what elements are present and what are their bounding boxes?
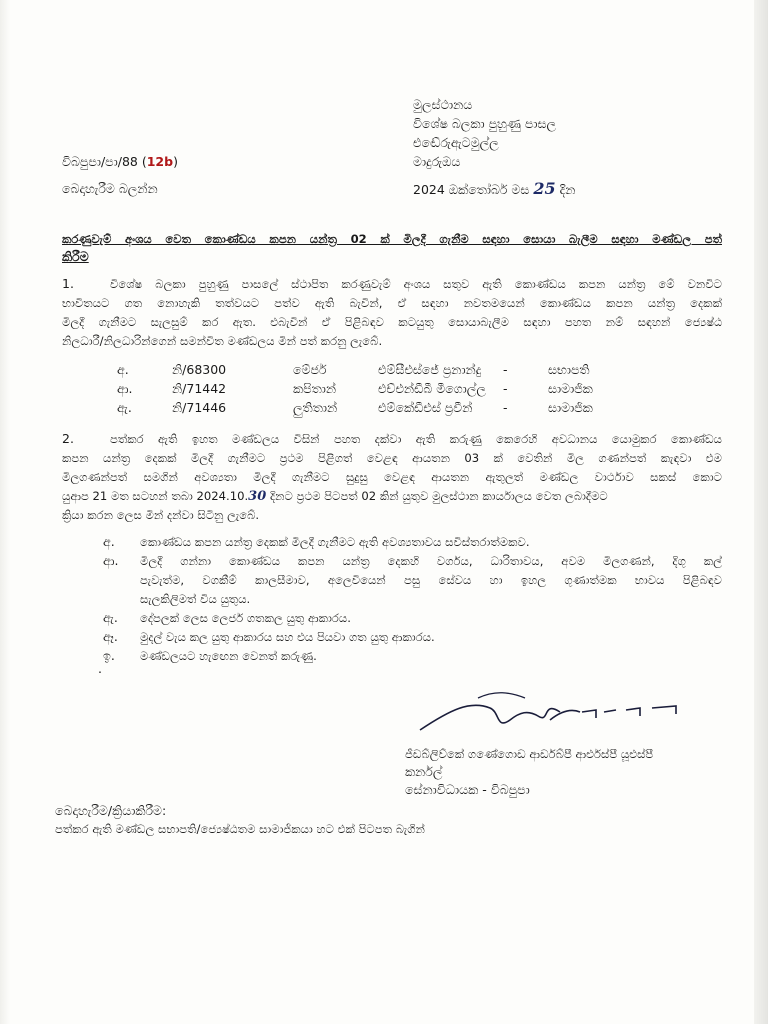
point-letter: අ. — [103, 534, 115, 549]
para2-line-4 — [62, 487, 608, 506]
address-line-1: මුලස්ථානය — [413, 97, 473, 112]
point-text: කොණ්ඩය කපන යන්ත්‍ර දෙකක් මිලදී ගැනීමට ඇති අවශ්‍යතාවය සවිස්තරාත්මකව. — [140, 535, 530, 549]
date-prefix: 2024 ඔක්තෝබර් මස — [413, 182, 530, 197]
member-letter: ඇ. — [117, 400, 132, 415]
letter-date — [413, 180, 575, 199]
signatory-name: ජීඩබ්ලිව්කේ ගණේගොඩ ආර්ඩබ්පී ආර්එස්පී යූඑස්පී — [405, 747, 654, 761]
para2-line-1: පත්කර ඇති ඉහත මණ්ඩලය විසින් පහත දක්වා ඇති කරුණු කෙරෙහි අවධානය යොමුකර කොණ්ඩය — [110, 432, 722, 446]
distribution-heading: බෙදාහැරීම/ක්‍රියාකිරීම: — [55, 803, 167, 818]
member-name: එච්එන්ඩීබී මීගොල්ල — [378, 381, 486, 396]
member-role: සාමාජික — [548, 400, 593, 415]
page-right-edge — [754, 0, 768, 1024]
stray-mark: . — [98, 661, 102, 676]
member-role: සාමාජික — [548, 381, 593, 396]
point-letter: ඉ. — [103, 648, 115, 663]
para2-line-5: ක්‍රියා කරන ලෙස මින් දන්වා සිටිනු ලැබේ. — [62, 508, 260, 522]
member-role: සභාපති — [548, 362, 590, 377]
member-letter: අ. — [117, 362, 129, 377]
date-suffix: දින — [559, 182, 576, 197]
handwritten-signature — [400, 690, 700, 750]
member-name: එම්සීඑස්ජේ ප්‍රනාන්දු — [378, 362, 482, 377]
distribution-line: පත්කර ඇති මණ්ඩල සභාපති/ජ්‍යෙෂ්ඨතම සාමාජිකයා හට එක් පිටපත බැගින් — [55, 822, 425, 836]
date-day-handwritten: 25 — [533, 179, 556, 198]
member-rank: මේජර් — [293, 362, 327, 377]
member-rank: කපිතාන් — [293, 381, 337, 396]
point-text: මුදල් වැය කල යුතු ආකාරය සහ එය පියවා ගත යුතු ආකාරය. — [140, 630, 435, 644]
signatory-rank: කර්නල් — [405, 764, 443, 779]
salutation: බෙදාහැරීම බලන්න — [62, 181, 158, 196]
point-text: පැවැත්ම, වගකීම් කාලසීමාව, අලෙවියෙන් පසු සේවය හා ඉහල ගුණාත්මක භාවය පිළිබඳව — [140, 573, 722, 587]
member-number: නි/68300 — [172, 362, 227, 377]
para2-line-4-prefix: යුආප 21 මත සටහන් තබා 2024.10. — [62, 489, 249, 503]
address-line-4: මාදුරුඔය — [413, 154, 461, 169]
reference-handwritten: 12b — [146, 154, 174, 169]
member-dash: - — [503, 400, 508, 415]
subject-line-1: කරණුවැම් අංශය වෙත කොණ්ඩය කපන යන්ත්‍ර 02 ක් මිලදී ගැනීම සඳහා සොයා බැලීම සඳහා මණ්ඩල පත් — [62, 232, 722, 246]
subject-line-2: කිරීම — [62, 249, 89, 264]
para2-line-2: කපන යන්ත්‍ර දෙකක් මිලදී ගැනීමට ප්‍රථම පිළිගත් වෙළඳ ආයතන 03 ක් වෙතින් මිල ගණන්පත් කැඳවා එම — [62, 451, 722, 465]
para1-number: 1. — [62, 276, 74, 291]
member-dash: - — [503, 362, 508, 377]
member-dash: - — [503, 381, 508, 396]
point-text: මිලදී ගන්නා කොණ්ඩය කපන යන්ත්‍ර දෙකහි වර්ගය, ධාරිතාවය, අවම මිලගණන්, දිගු කල් — [140, 554, 722, 568]
reference-number — [62, 153, 178, 171]
reference-suffix: ) — [173, 154, 178, 169]
point-letter: ඇ. — [103, 610, 118, 625]
point-text: සැලකිලිමත් විය යුතුය. — [140, 592, 251, 606]
member-letter: ආ. — [117, 381, 133, 396]
point-text: මණ්ඩලයට හැඟෙන වෙනත් කරුණු. — [140, 649, 317, 663]
member-name: එම්කේඩීඑස් ප්‍රවීන් — [378, 400, 473, 415]
para2-handwritten-day: 30 — [248, 489, 267, 504]
para1-line-4: නිලධාරී/නිලධාරින්ගෙන් සමන්විත මණ්ඩලය මින් පත් කරනු ලැබේ. — [62, 334, 383, 348]
para2-line-3: මිලගණන්පත් සමගින් අවශ්‍යතා මිලදී ගැනීමට සුදුසු වෙළඳ ආයතන ඇතුලත් මණ්ඩල වාර්ථාව සකස් කොට — [62, 470, 722, 484]
member-number: නි/71442 — [172, 381, 227, 396]
point-text: දේපලක් ලෙස ලෙජර් ගතකල යුතු ආකාරය. — [140, 611, 351, 625]
para2-number: 2. — [62, 431, 74, 446]
reference-prefix: විබපුපා/පා/88 ( — [62, 154, 147, 169]
address-line-2: විශේෂ බලකා පුහුණු පාසල — [413, 116, 556, 131]
para1-line-2: භාවිතයට ගත නොහැකි තත්වයට පත්ව ඇති බැවින්, ඒ සඳහා නවතමයෙන් කොණ්ඩය කපන යන්ත්‍ර දෙකක් — [62, 296, 722, 310]
para2-line-4-suffix: දිනට ප්‍රථම පිටපත් 02 කින් යුතුව මුලස්ථාන කාර්යාලය වෙත ලබාදීමට — [266, 489, 608, 503]
para1-line-3: මිලදී ගැනීමට සැලසුම් කර ඇත. එබැවින් ඒ පිළිබඳව කටයුතු සොයාබැලීම සඳහා පහත නම් සඳහන් ජ්‍යෙෂ්ඨ — [62, 315, 722, 329]
member-rank: ලුතිතාන් — [293, 400, 338, 415]
member-number: නි/71446 — [172, 400, 227, 415]
point-letter: ඈ. — [103, 629, 118, 644]
point-letter: ආ. — [103, 553, 119, 568]
page-left-edge — [0, 0, 10, 1024]
signatory-title: සේනාවිධායක - විබපුපා — [405, 782, 530, 797]
para1-line-1: විශේෂ බලකා පුහුණු පාසලේ ස්ථාපිත කරණුවැම් අංශය සතුව ඇති කොණ්ඩය කපන යන්ත්‍ර මේ වනවිට — [110, 277, 722, 291]
address-line-3: එඬේරුඇටමුල්ල — [413, 135, 499, 150]
